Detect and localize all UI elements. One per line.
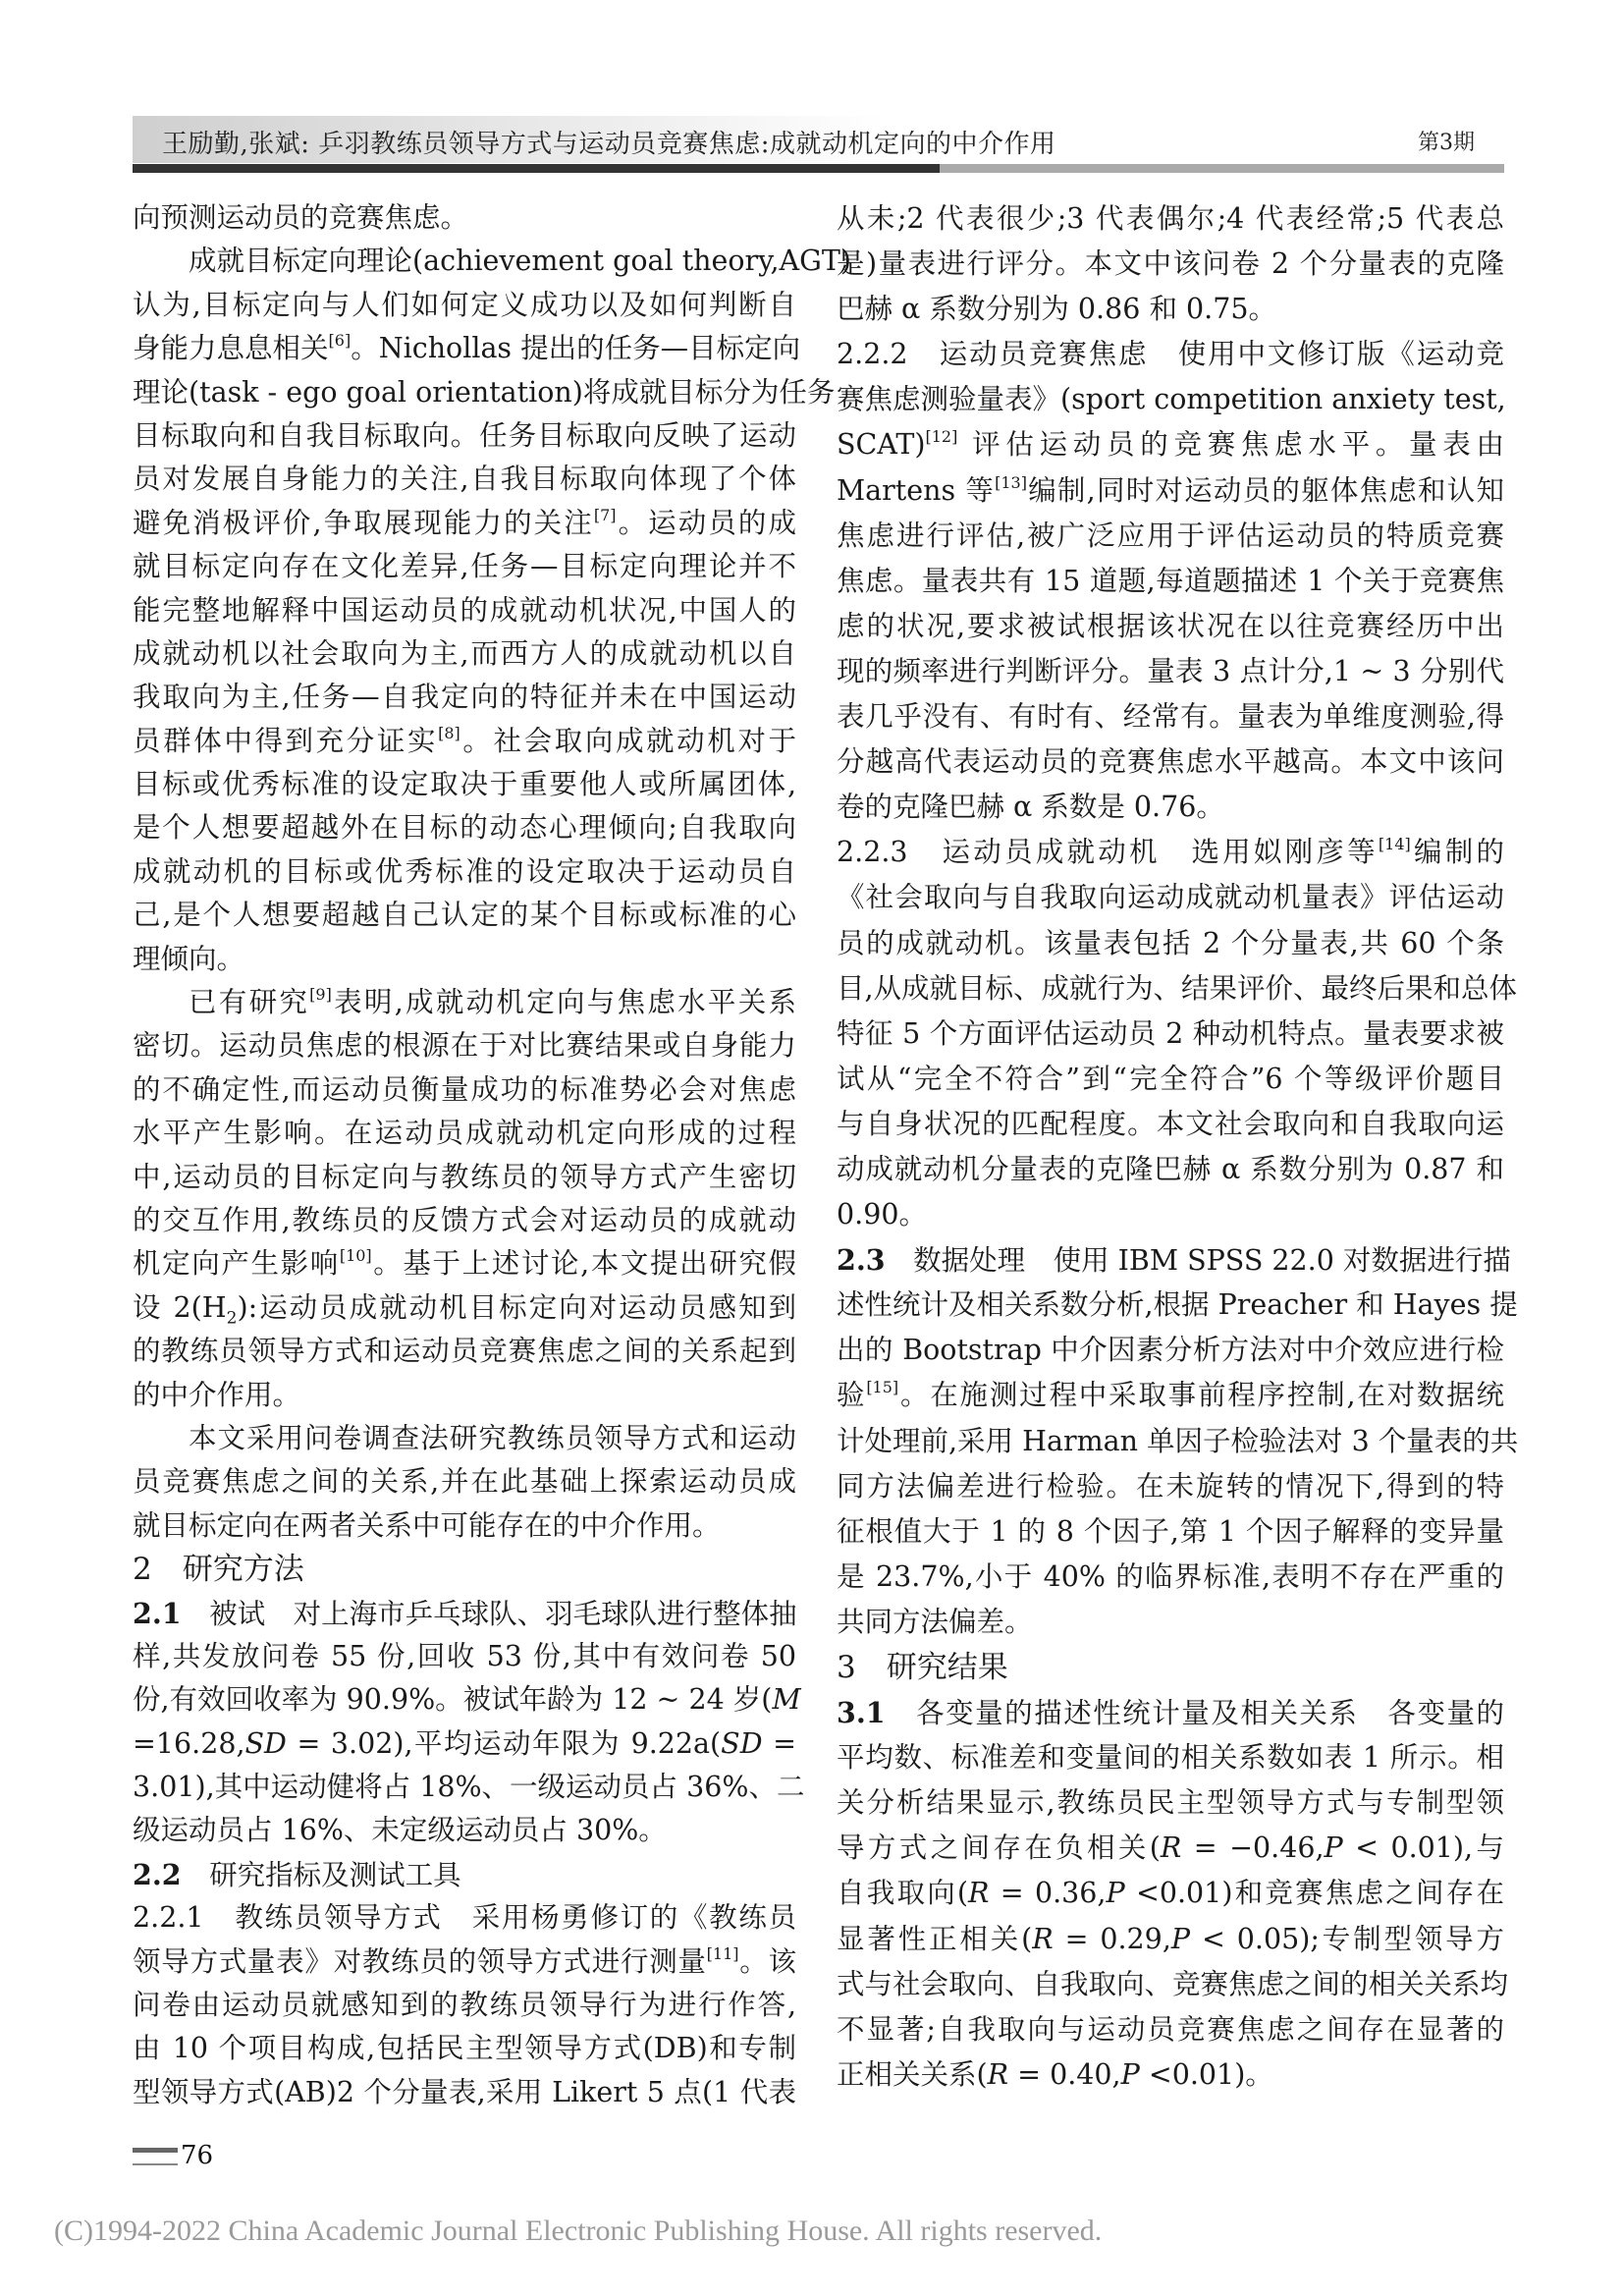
- text-run: 的不确定性,而运动员衡量成功的标准势必会对焦虑: [133, 1072, 796, 1106]
- text-line: [837, 468, 1504, 514]
- text-line: [133, 589, 796, 632]
- section-heading: [837, 1645, 1504, 1690]
- text-line: [837, 1735, 1504, 1780]
- text-run: ):运动员成就动机目标定向对运动员感知到: [237, 1290, 796, 1324]
- text-run: 我取向为主,任务—自我定向的特征并未在中国运动: [133, 681, 796, 714]
- text-run: 巴赫 α 系数分别为 0.86 和 0.75。: [837, 293, 1276, 326]
- text-line: [837, 921, 1504, 966]
- text-run: 焦虑进行评估,被广泛应用于评估运动员的特质竞赛: [837, 519, 1504, 552]
- text-run: 。运动员的成: [616, 506, 796, 539]
- text-run: 被试 对上海市乒乓球队、羽毛球队进行整体抽: [181, 1597, 797, 1630]
- text-line: [133, 720, 796, 763]
- text-line: [837, 785, 1504, 830]
- italic-symbol: P: [1106, 1877, 1125, 1910]
- text-line: [837, 966, 1518, 1011]
- text-run: 的中介作用。: [133, 1378, 301, 1411]
- text-line: [133, 1678, 801, 1722]
- text-run: 份,有效回收率为 90.9%。被试年龄为 12 ~ 24 岁(: [133, 1683, 773, 1717]
- text-line: [133, 676, 796, 719]
- text-line: [133, 1504, 796, 1548]
- text-run: 员对发展自身能力的关注,自我目标取向体现了个体: [133, 463, 796, 496]
- text-run: 型领导方式(AB)2 个分量表,采用 Likert 5 点(1 代表: [133, 2075, 796, 2108]
- text-line: [837, 1328, 1504, 1373]
- text-line: [837, 332, 1504, 377]
- text-line: [133, 981, 796, 1024]
- text-run: < 0.01),与: [1342, 1831, 1504, 1865]
- text-line: [837, 1147, 1504, 1192]
- text-line: [133, 327, 801, 370]
- text-line: [133, 1592, 796, 1635]
- text-line: [133, 458, 796, 501]
- text-run: 编制的: [1410, 836, 1504, 869]
- italic-symbol: P: [1120, 2057, 1140, 2091]
- text-run: 己,是个人想要超越自己认定的某个目标或标准的心: [133, 899, 796, 932]
- text-run: 就目标定向在两者关系中可能存在的中介作用。: [133, 1508, 721, 1542]
- text-run: 不显著;自我取向与运动员竞赛焦虑之间存在显著的: [837, 2012, 1504, 2046]
- header-rule-dark: [133, 164, 940, 173]
- text-run: 数据处理 使用 IBM SPSS 22.0 对数据进行描: [885, 1244, 1511, 1278]
- text-run: 特征 5 个方面评估运动员 2 种动机特点。量表要求被: [837, 1016, 1504, 1050]
- text-line: [133, 1941, 796, 1984]
- text-line: [133, 502, 796, 545]
- text-run: 机定向产生影响: [133, 1247, 340, 1281]
- text-line: [133, 2071, 796, 2114]
- text-line: [133, 1853, 796, 1896]
- text-line: [837, 1464, 1504, 1509]
- copyright-notice: (C)1994-2022 China Academic Journal Electronic Publishing House. All rights reserved.: [54, 2214, 1103, 2247]
- citation-superscript: [6]: [328, 331, 352, 351]
- text-line: [837, 1962, 1509, 2007]
- text-run: 现的频率进行判断评分。量表 3 点计分,1 ~ 3 分别代: [837, 654, 1504, 687]
- text-run: 是 23.7%,小于 40% 的临界标准,表明不存在严重的: [837, 1559, 1504, 1593]
- text-line: [837, 1917, 1504, 1962]
- text-line: [837, 1011, 1504, 1057]
- text-line: [837, 1690, 1504, 1735]
- text-run: 向预测运动员的竞赛焦虑。: [133, 201, 469, 234]
- text-line: [837, 1283, 1518, 1328]
- text-run: 水平产生影响。在运动员成就动机定向形成的过程: [133, 1117, 796, 1150]
- text-run: 目标或优秀标准的设定取决于重要他人或所属团体,: [133, 768, 796, 801]
- text-run: 2 研究方法: [133, 1552, 304, 1588]
- text-run: 设 2(H: [133, 1290, 227, 1324]
- text-run: 表几乎没有、有时有、经常有。量表为单维度测验,得: [837, 700, 1504, 734]
- citation-superscript: [9]: [309, 985, 332, 1005]
- citation-superscript: [8]: [438, 723, 460, 742]
- text-line: [133, 1809, 796, 1852]
- italic-symbol: R: [987, 2057, 1009, 2091]
- text-line: [133, 1112, 796, 1155]
- text-line: [837, 1057, 1504, 1102]
- italic-symbol: SD: [721, 1726, 763, 1760]
- text-run: 。在施测过程中采取事前程序控制,在对数据统: [898, 1379, 1504, 1412]
- text-line: [837, 2052, 1504, 2098]
- text-run: 卷的克隆巴赫 α 系数是 0.76。: [837, 791, 1224, 824]
- section-number: 2.3: [837, 1243, 886, 1278]
- text-run: 级运动员占 16%、未定级运动员占 30%。: [133, 1814, 667, 1847]
- text-line: [133, 1156, 796, 1199]
- section-number: 3.1: [837, 1696, 886, 1730]
- citation-superscript: [11]: [706, 1943, 739, 1963]
- text-run: < 0.05);专制型领导方: [1190, 1922, 1505, 1955]
- text-line: [133, 196, 796, 240]
- text-run: 赛焦虑测验量表》(sport competition anxiety test,: [837, 383, 1506, 416]
- text-line: [133, 240, 852, 283]
- text-line: [133, 938, 796, 981]
- text-line: [133, 894, 796, 937]
- text-run: 。社会取向成就动机对于: [460, 724, 796, 757]
- text-run: 式与社会取向、自我取向、竞赛焦虑之间的相关关系均: [837, 1967, 1509, 2000]
- text-run: 计处理前,采用 Harman 单因子检验法对 3 个量表的共: [837, 1424, 1519, 1457]
- text-run: 表明,成就动机定向与焦虑水平关系: [331, 986, 796, 1019]
- text-line: [133, 545, 796, 588]
- text-line: [133, 1024, 796, 1067]
- text-run: 成就目标定向理论(achievement goal theory,AGT): [189, 245, 852, 278]
- text-line: [837, 1192, 1504, 1237]
- text-line: [837, 604, 1504, 649]
- text-run: 身能力息息相关: [133, 332, 329, 365]
- text-line: [133, 1242, 796, 1285]
- text-line: [133, 1199, 796, 1242]
- text-line: [837, 1780, 1504, 1826]
- section-number: 2.1: [133, 1596, 182, 1630]
- text-line: [133, 1068, 796, 1112]
- text-run: 动成就动机分量表的克隆巴赫 α 系数分别为 0.87 和: [837, 1152, 1504, 1185]
- text-run: 平均数、标准差和变量间的相关系数如表 1 所示。相: [837, 1741, 1504, 1775]
- text-run: 同方法偏差进行检验。在未旋转的情况下,得到的特: [837, 1469, 1504, 1503]
- text-run: = −0.46,: [1181, 1831, 1325, 1865]
- text-line: [133, 371, 836, 414]
- italic-symbol: R: [1032, 1922, 1054, 1955]
- text-run: 虑的状况,要求被试根据该状况在以往竞赛经历中出: [837, 609, 1504, 642]
- text-run: SCAT): [837, 428, 926, 462]
- text-run: 与自身状况的匹配程度。本文社会取向和自我取向运: [837, 1107, 1504, 1140]
- citation-superscript: [7]: [593, 505, 617, 524]
- text-run: 中,运动员的目标定向与教练员的领导方式产生密切: [133, 1160, 796, 1193]
- citation-superscript: [15]: [866, 1378, 899, 1397]
- text-line: [837, 196, 1504, 242]
- text-line: [837, 1102, 1504, 1147]
- text-line: [837, 1871, 1504, 1916]
- text-run: 0.90。: [837, 1198, 927, 1231]
- text-run: 员竞赛焦虑之间的关系,并在此基础上探索运动员成: [133, 1465, 796, 1499]
- text-run: 目,从成就目标、成就行为、结果评价、最终后果和总体: [837, 971, 1518, 1005]
- italic-symbol: M: [772, 1683, 801, 1717]
- text-run: 问卷由运动员就感知到的教练员领导行为进行作答,: [133, 1989, 796, 2022]
- text-run: = 0.29,: [1053, 1922, 1171, 1955]
- italic-symbol: SD: [244, 1726, 287, 1760]
- text-line: [837, 242, 1504, 287]
- text-run: =: [762, 1726, 796, 1760]
- text-run: 3 研究结果: [837, 1650, 1008, 1685]
- text-run: 。该: [738, 1944, 796, 1978]
- text-line: [133, 1635, 796, 1678]
- text-run: 领导方式量表》对教练员的领导方式进行测量: [133, 1944, 707, 1978]
- text-line: [837, 287, 1504, 332]
- section-number: 2.2: [133, 1857, 182, 1891]
- text-run: 验: [837, 1379, 867, 1412]
- text-run: 2.2.1 教练员领导方式 采用杨勇修订的《教练员: [133, 1901, 796, 1935]
- text-run: 出的 Bootstrap 中介因素分析方法对中介效应进行检: [837, 1334, 1504, 1367]
- text-line: [133, 284, 796, 327]
- text-line: [133, 763, 796, 806]
- text-line: [133, 1330, 796, 1373]
- text-line: [133, 2027, 796, 2070]
- text-line: [133, 1984, 796, 2027]
- text-line: [837, 514, 1504, 559]
- text-run: 《社会取向与自我取向运动成就动机量表》评估运动: [837, 881, 1504, 914]
- italic-symbol: R: [968, 1877, 990, 1910]
- text-line: [837, 1237, 1511, 1283]
- text-run: 由 10 个项目构成,包括民主型领导方式(DB)和专制: [133, 2032, 796, 2065]
- text-run: 能完整地解释中国运动员的成就动机状况,中国人的: [133, 593, 796, 627]
- text-line: [133, 1896, 796, 1940]
- text-line: [133, 1460, 796, 1503]
- text-run: 成就动机以社会取向为主,而西方人的成就动机以自: [133, 636, 796, 670]
- text-run: 试从“完全不符合”到“完全符合”6 个等级评价题目: [837, 1062, 1504, 1095]
- text-run: 述性统计及相关系数分析,根据 Preacher 和 Hayes 提: [837, 1288, 1518, 1322]
- issue-number: 第3期: [1418, 131, 1475, 155]
- italic-symbol: P: [1170, 1922, 1191, 1955]
- section-heading: [133, 1548, 796, 1591]
- text-run: 各变量的描述性统计量及相关关系 各变量的: [885, 1697, 1504, 1730]
- text-line: [133, 1374, 796, 1417]
- text-run: 导方式之间存在负相关(: [837, 1831, 1161, 1865]
- text-run: 显著性正相关(: [837, 1922, 1033, 1955]
- text-run: 的教练员领导方式和运动员竞赛焦虑之间的关系起到: [133, 1335, 796, 1368]
- text-run: <0.01)。: [1139, 2057, 1273, 2091]
- text-run: 。Nichollas 提出的任务—目标定向: [351, 332, 801, 365]
- page-number: 76: [181, 2141, 214, 2170]
- text-run: = 3.02),平均运动年限为 9.22a(: [286, 1726, 722, 1760]
- text-run: 研究指标及测试工具: [181, 1858, 461, 1891]
- text-run: 避免消极评价,争取展现能力的关注: [133, 506, 594, 539]
- page-footer: [133, 2141, 213, 2170]
- text-run: 征根值大于 1 的 8 个因子,第 1 个因子解释的变异量: [837, 1514, 1504, 1548]
- text-run: 正相关关系(: [837, 2057, 988, 2091]
- citation-superscript: [12]: [925, 427, 958, 447]
- text-run: 成就动机的目标或优秀标准的设定取决于运动员自: [133, 854, 796, 888]
- text-run: 理倾向。: [133, 942, 245, 975]
- text-run: 关分析结果显示,教练员民主型领导方式与专制型领: [837, 1786, 1504, 1820]
- text-run: 共同方法偏差。: [837, 1605, 1033, 1638]
- text-run: 分越高代表运动员的竞赛焦虑水平越高。本文中该问: [837, 745, 1504, 779]
- text-run: 2.2.3 运动员成就动机 选用姒刚彦等: [837, 836, 1379, 869]
- text-run: 2.2.2 运动员竞赛焦虑 使用中文修订版《运动竞: [837, 338, 1504, 371]
- citation-superscript: [14]: [1378, 835, 1411, 854]
- text-run: 是)量表进行评分。本文中该问卷 2 个分量表的克隆: [837, 247, 1504, 281]
- citation-superscript: [13]: [995, 472, 1027, 492]
- subscript: 2: [226, 1308, 238, 1329]
- text-line: [837, 559, 1504, 604]
- text-run: 3.01),其中运动健将占 18%、一级运动员占 36%、二: [133, 1771, 805, 1804]
- text-line: [133, 850, 796, 894]
- text-line: [133, 632, 796, 676]
- text-line: [837, 1826, 1504, 1871]
- text-line: [837, 694, 1504, 739]
- text-column-left: [133, 196, 852, 2114]
- text-run: 员的成就动机。该量表包括 2 个分量表,共 60 个条: [837, 926, 1504, 959]
- italic-symbol: R: [1160, 1831, 1182, 1865]
- text-line: [837, 422, 1504, 467]
- text-column-right: [837, 196, 1519, 2098]
- text-run: 自我取向(: [837, 1877, 969, 1910]
- text-run: 就目标定向存在文化差异,任务—目标定向理论并不: [133, 550, 796, 583]
- text-run: 样,共发放问卷 55 份,回收 53 份,其中有效问卷 50: [133, 1639, 796, 1672]
- text-run: 的交互作用,教练员的反馈方式会对运动员的成就动: [133, 1203, 796, 1236]
- text-line: [837, 1419, 1519, 1464]
- text-run: 已有研究: [189, 986, 310, 1019]
- text-line: [837, 649, 1504, 694]
- text-line: [837, 875, 1504, 920]
- text-line: [133, 414, 796, 458]
- text-run: 本文采用问卷调查法研究教练员领导方式和运动: [189, 1421, 796, 1454]
- text-line: [133, 806, 796, 849]
- citation-superscript: [10]: [339, 1246, 372, 1266]
- text-run: = 0.36,: [989, 1877, 1107, 1910]
- text-line: [837, 377, 1504, 422]
- text-line: [133, 1417, 796, 1460]
- text-run: 密切。运动员焦虑的根源在于对比赛结果或自身能力: [133, 1029, 796, 1063]
- text-run: 从未;2 代表很少;3 代表偶尔;4 代表经常;5 代表总: [837, 202, 1504, 235]
- text-run: 认为,目标定向与人们如何定义成功以及如何判断自: [133, 288, 796, 321]
- text-line: [837, 1600, 1504, 1645]
- text-run: 目标取向和自我目标取向。任务目标取向反映了运动: [133, 418, 796, 452]
- header-rule-light: [940, 164, 1504, 173]
- text-line: [133, 1286, 796, 1330]
- text-run: 。基于上述讨论,本文提出研究假: [371, 1247, 796, 1281]
- italic-symbol: P: [1324, 1831, 1343, 1865]
- text-line: [837, 1373, 1504, 1418]
- running-header: [133, 116, 1504, 163]
- text-run: 理论(task - ego goal orientation)将成就目标分为任务: [133, 375, 836, 409]
- running-header-title: 王励勤,张斌: 乒羽教练员领导方式与运动员竞赛焦虑:成就动机定向的中介作用: [162, 130, 1056, 159]
- text-run: <0.01)和竞赛焦虑之间存在: [1124, 1877, 1504, 1910]
- text-run: 评估运动员的竞赛焦虑水平。量表由: [957, 428, 1504, 462]
- text-line: [837, 830, 1504, 875]
- text-run: =16.28,: [133, 1726, 245, 1760]
- text-run: 是个人想要超越外在目标的动态心理倾向;自我取向: [133, 811, 796, 845]
- page-number-bar: [133, 2148, 178, 2165]
- text-run: = 0.40,: [1008, 2057, 1121, 2091]
- text-run: Martens 等: [837, 473, 996, 507]
- text-run: 编制,同时对运动员的躯体焦虑和认知: [1026, 473, 1504, 507]
- text-line: [133, 1722, 796, 1766]
- text-line: [133, 1766, 805, 1809]
- text-line: [837, 739, 1504, 785]
- text-line: [837, 1509, 1504, 1555]
- text-line: [837, 1555, 1504, 1600]
- text-run: 员群体中得到充分证实: [133, 724, 439, 757]
- text-line: [837, 2007, 1504, 2052]
- text-run: 焦虑。量表共有 15 道题,每道题描述 1 个关于竞赛焦: [837, 564, 1504, 597]
